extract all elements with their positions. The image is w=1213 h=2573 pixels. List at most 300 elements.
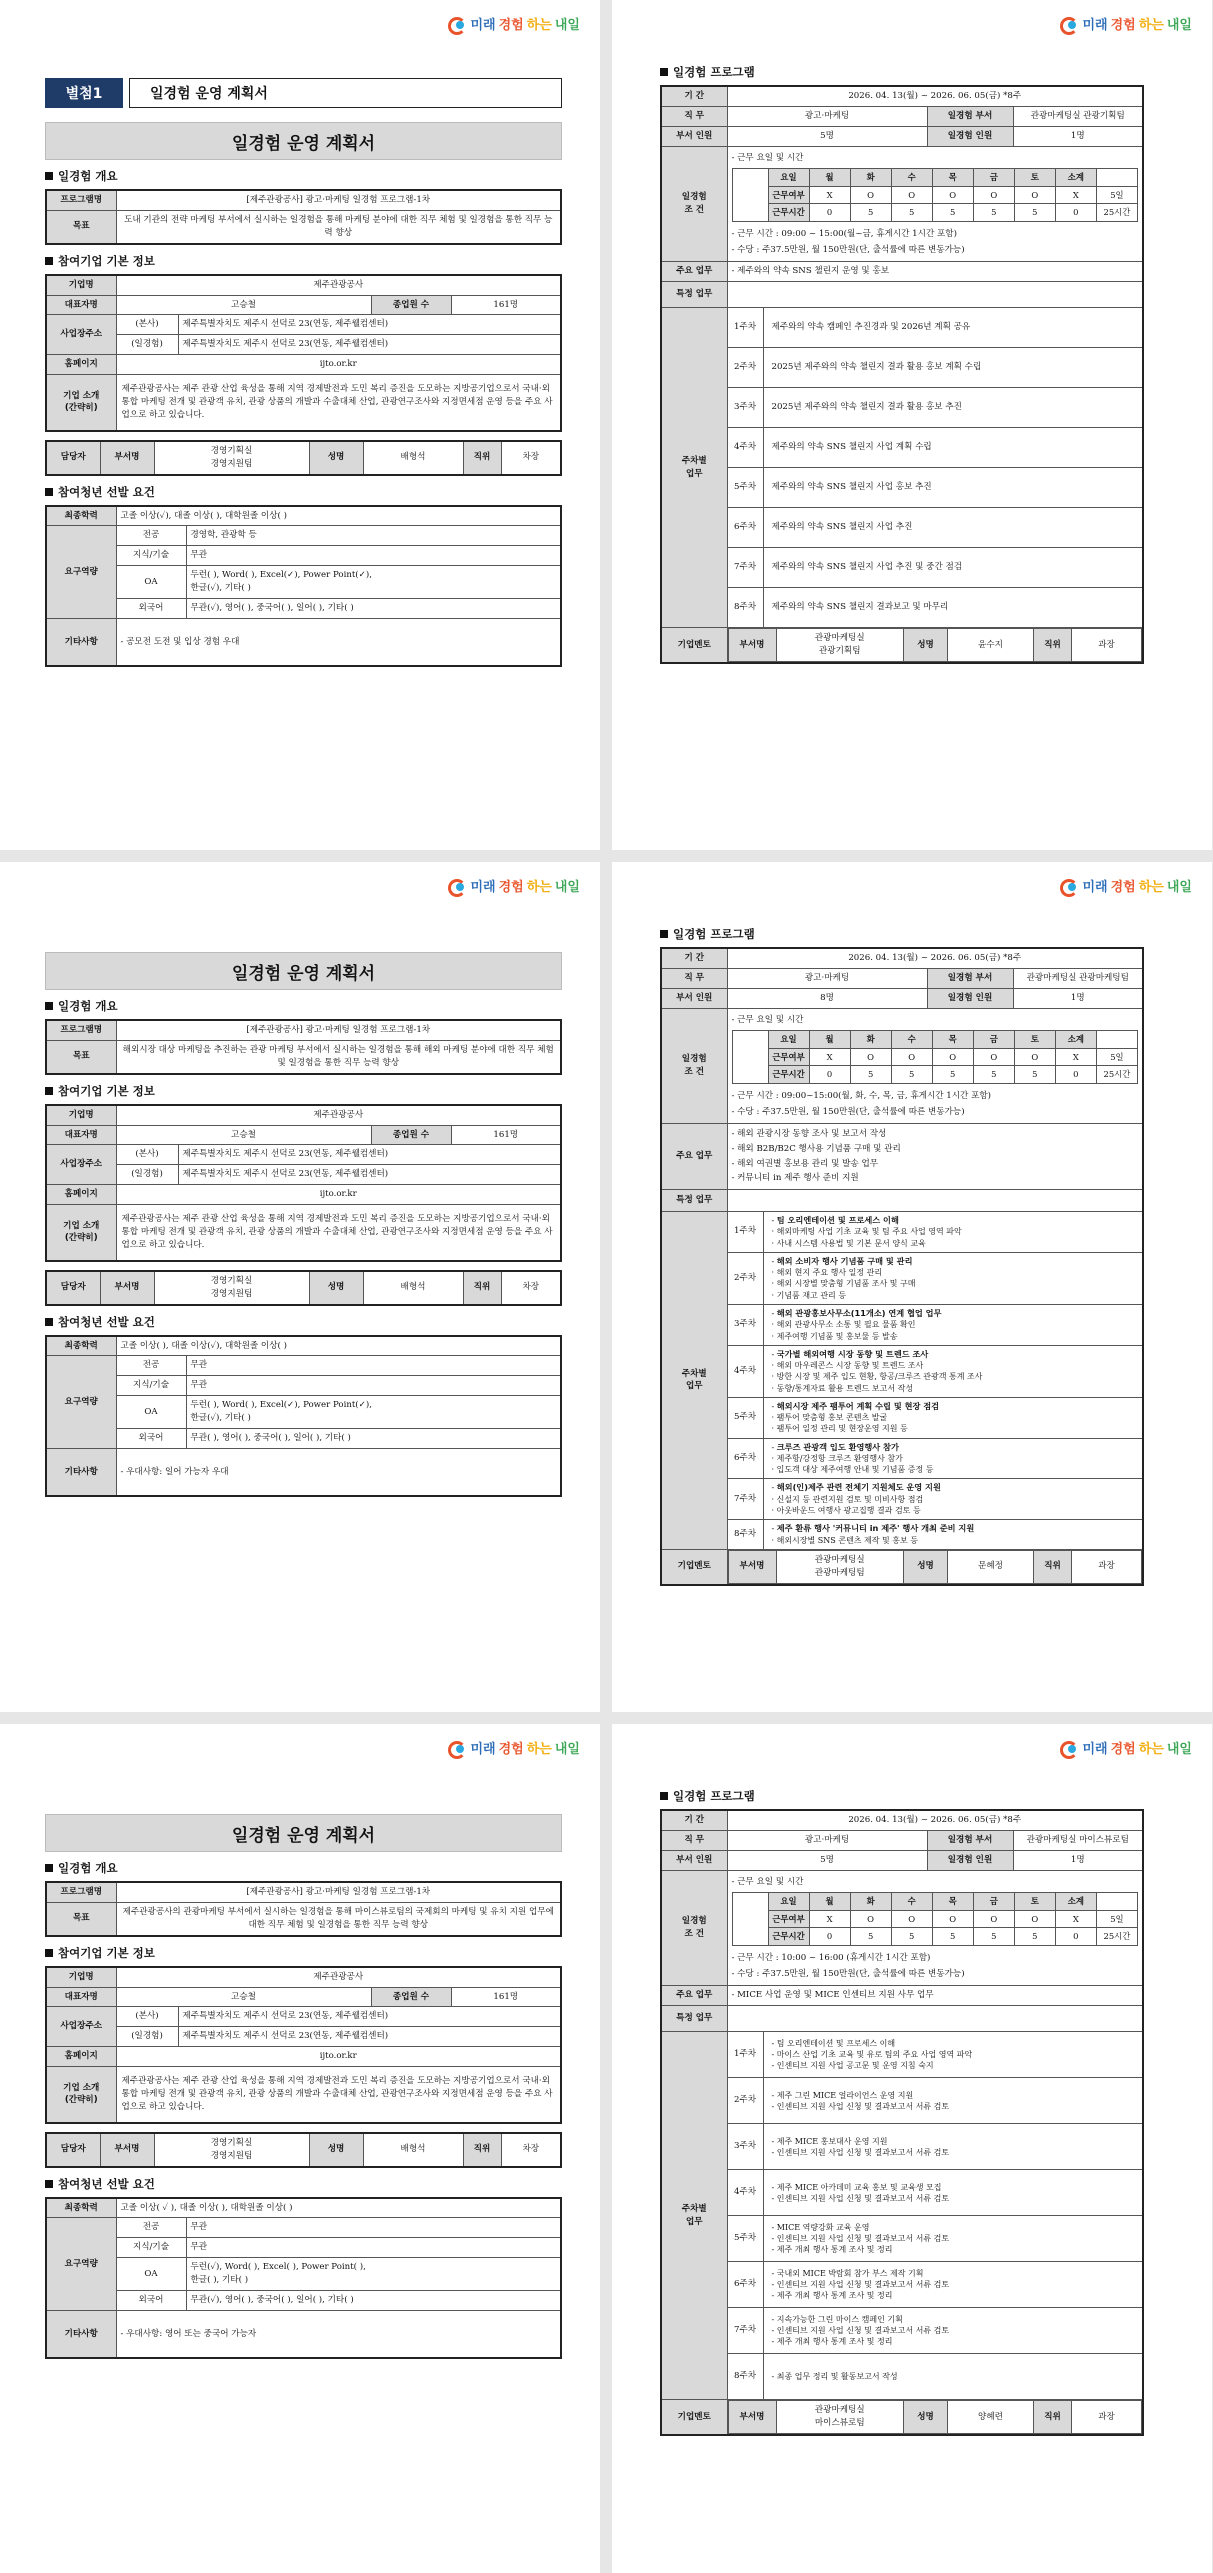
work-time: - 근무 시간 : 09:00~15:00(월, 화, 수, 목, 금, 휴게시간 1시간 포함) bbox=[731, 1090, 992, 1101]
schedule-cell: 5일 bbox=[1096, 1910, 1137, 1928]
weekly-row bbox=[661, 468, 1143, 508]
label-hq: (본사) bbox=[116, 2007, 178, 2027]
contact-table bbox=[45, 1270, 562, 1306]
schedule-cell: 0 bbox=[809, 204, 850, 222]
label-mentor-dept: 부서명 bbox=[728, 2401, 776, 2434]
week-task bbox=[763, 1252, 1143, 1304]
label-hq: (본사) bbox=[116, 315, 178, 335]
special-task-value bbox=[727, 282, 1143, 308]
logo-swirl-icon bbox=[446, 1739, 468, 1757]
weekly-row bbox=[661, 548, 1143, 588]
label-work-dept: 일경험 부서 bbox=[927, 1830, 1013, 1850]
week-task: 제주와의 약속 SNS 챌린지 사업 추진 bbox=[763, 508, 1143, 548]
week-label: 3주차 bbox=[727, 2124, 763, 2170]
schedule-day: 금 bbox=[973, 1893, 1014, 1911]
week-task-line: - 제주 그린 MICE 얼라이언스 운영 지원 bbox=[771, 2090, 914, 2100]
label-competency: 요구역량 bbox=[46, 2218, 116, 2310]
label-dept: 부서명 bbox=[100, 441, 154, 475]
week-task-line: · 팸투어 일정 관리 및 현장운영 지원 등 bbox=[771, 1424, 908, 1434]
schedule-cell: 5 bbox=[891, 1928, 932, 1946]
label-site: (일경험) bbox=[116, 335, 178, 355]
page-plan-1 bbox=[0, 0, 600, 850]
period-value: 2026. 04. 13(월) ~ 2026. 06. 05(금) *8주 bbox=[727, 1810, 1143, 1830]
week-label: 8주차 bbox=[727, 588, 763, 628]
logo-swirl-icon bbox=[1058, 1739, 1080, 1757]
label-goal: 목표 bbox=[46, 1902, 116, 1935]
schedule-cell: 5 bbox=[891, 204, 932, 222]
dept-people-value: 5명 bbox=[727, 126, 927, 146]
schedule-cell: 0 bbox=[1055, 1066, 1096, 1084]
label-work-dept: 일경험 부서 bbox=[927, 106, 1013, 126]
schedule-cell: 5 bbox=[973, 1928, 1014, 1946]
oa-value: 두런( ), Word( ), Excel(✓), Power Point(✓), 한글(✓), 기타( ) bbox=[186, 566, 561, 599]
section-program: 일경험 프로그램 bbox=[660, 926, 1144, 942]
week-task-item: 동향/통계자료 활용 트렌드 보고서 작성 bbox=[776, 1383, 914, 1393]
week-task-line: - 제주 개최 행사 통계 조사 및 정리 bbox=[771, 2245, 893, 2255]
page-program-2 bbox=[612, 862, 1212, 1712]
schedule-day: 금 bbox=[973, 1031, 1014, 1049]
label-site: (일경험) bbox=[116, 2027, 178, 2047]
overview-table bbox=[45, 189, 562, 245]
label-contact: 담당자 bbox=[46, 1271, 100, 1305]
week-task bbox=[763, 2262, 1143, 2308]
mentor-position: 과장 bbox=[1072, 629, 1142, 662]
logo: 미래 경험 하는 내일 bbox=[1058, 14, 1193, 33]
program-name: [제주관광공사] 광고·마케팅 일경험 프로그램-1차 bbox=[116, 1882, 561, 1902]
week-task-item: 해외 시장별 맞춤형 기념품 조사 및 구매 bbox=[776, 1279, 916, 1289]
week-task-item: 해외 관광사무소 소통 및 필요 물품 확인 bbox=[776, 1320, 916, 1330]
mentor-dept: 관광마케팅실 마이스뷰로팀 bbox=[776, 2401, 904, 2434]
program-name: [제주관광공사] 광고·마케팅 일경험 프로그램-1차 bbox=[116, 190, 561, 210]
label-main-task: 주요 업무 bbox=[661, 262, 727, 282]
week-task-line: - 국내외 MICE 박람회 참가 부스 제작 기획 bbox=[771, 2269, 924, 2279]
schedule-cell: O bbox=[1014, 186, 1055, 204]
week-task-line: - 제주 개최 행사 통계 조사 및 정리 bbox=[771, 2337, 893, 2347]
week-task-item: 기념품 재고 관리 등 bbox=[776, 1290, 847, 1300]
trainee-count-value: 1명 bbox=[1013, 988, 1143, 1008]
work-time: - 근무 시간 : 09:00 ~ 15:00(월~금, 휴게시간 1시간 포함) bbox=[731, 228, 957, 239]
week-task-item: 인센티브 지원 사업 신청 및 결과보고서 서류 검토 bbox=[776, 2193, 950, 2203]
mentor-cell bbox=[727, 2400, 1143, 2435]
week-task-line: · 아웃바운드 여행사 광고집행 결과 검토 등 bbox=[771, 1506, 921, 1516]
schedule-table bbox=[732, 1030, 1139, 1084]
schedule-cell: 5 bbox=[891, 1066, 932, 1084]
label-etc: 기타사항 bbox=[46, 1448, 116, 1496]
program-table bbox=[660, 947, 1144, 1586]
week-task-line: - 해외시장 제주 팸투어 계획 수립 및 현장 점검 bbox=[771, 1400, 940, 1411]
week-task-line: · 팸투어 맞춤형 홍보 콘텐츠 발굴 bbox=[771, 1413, 888, 1423]
schedule-day: 수 bbox=[891, 1031, 932, 1049]
week-task: 2025년 제주와의 약속 챌린지 결과 활용 홍보 추진 bbox=[763, 388, 1143, 428]
week-task-item: 팸투어 맞춤형 홍보 콘텐츠 발굴 bbox=[776, 1413, 888, 1423]
label-address: 사업장주소 bbox=[46, 1145, 116, 1185]
week-task-line: - 제주 MICE 홍보대사 운영 지원 bbox=[771, 2136, 888, 2146]
label-oa: OA bbox=[116, 2258, 186, 2291]
weekly-tasks bbox=[661, 308, 1143, 628]
week-task-title: 해외(인)제주 관련 전체기 지원체도 운영 지원 bbox=[776, 1482, 941, 1493]
major-value: 경영학, 관광학 등 bbox=[186, 526, 561, 546]
label-skill: 지식/기술 bbox=[116, 546, 186, 566]
main-task-value: - MICE 사업 운영 및 MICE 인센티브 지원 사무 업무 bbox=[727, 1986, 1143, 2006]
schedule-hours-row bbox=[732, 1066, 1138, 1084]
week-task-item: 제주항/강정항 크루즈 환영행사 참가 bbox=[776, 1454, 903, 1464]
company-intro: 제주관광공사는 제주 관광 산업 육성을 통해 지역 경제발전과 도민 복리 증진을 도모하는 지방공기업으로서 국내·외 통합 마케팅 전개 및 관광객 유치, 관광 상품의 개발과 수출대체 산업, 관광연구조사와 지정면세점 운영 등을 주요 사업으로 하고 있습니다. bbox=[116, 2067, 561, 2123]
label-contact: 담당자 bbox=[46, 2133, 100, 2167]
week-label: 1주차 bbox=[727, 2032, 763, 2078]
contact-dept: 경영기획실 경영지원팀 bbox=[154, 1271, 309, 1305]
schedule-cell: X bbox=[1055, 1910, 1096, 1928]
label-mentor-dept: 부서명 bbox=[728, 629, 776, 662]
mentor-name: 양혜련 bbox=[948, 2401, 1034, 2434]
hq-address: 제주특별자치도 제주시 선덕로 23(연동, 제주웰컴센터) bbox=[178, 2007, 561, 2027]
label-language: 외국어 bbox=[116, 1429, 186, 1449]
weekly-row bbox=[661, 1345, 1143, 1397]
week-task-line: · 방한 시장 및 제주 입도 현황, 항공/크루즈 관광객 통계 조사 bbox=[771, 1372, 983, 1382]
week-label: 5주차 bbox=[727, 468, 763, 508]
contact-name: 배형석 bbox=[363, 2133, 463, 2167]
page-plan-3 bbox=[0, 1724, 600, 2573]
mentor-table bbox=[728, 628, 1143, 662]
schedule-work-row bbox=[732, 186, 1138, 204]
schedule-day: 소계 bbox=[1055, 1031, 1096, 1049]
section-overview: 일경험 개요 bbox=[45, 168, 562, 184]
label-mentor: 기업멘토 bbox=[661, 628, 727, 663]
conditions-cell bbox=[727, 1008, 1143, 1124]
work-dept-value: 관광마케팅실 마이스뷰로팀 bbox=[1013, 1830, 1143, 1850]
label-mentor-name: 성명 bbox=[904, 2401, 948, 2434]
site-address: 제주특별자치도 제주시 선덕로 23(연동, 제주웰컴센터) bbox=[178, 2027, 561, 2047]
company-intro: 제주관광공사는 제주 관광 산업 육성을 통해 지역 경제발전과 도민 복리 증진을 도모하는 지방공기업으로서 국내·외 통합 마케팅 전개 및 관광객 유치, 관광 상품의 개발과 수출대체 산업, 관광연구조사와 지정면세점 운영 등을 주요 사업으로 하고 있습니다. bbox=[116, 375, 561, 431]
label-period: 기 간 bbox=[661, 86, 727, 106]
week-label: 4주차 bbox=[727, 1345, 763, 1397]
etc-value: - 우대사항: 일어 가능자 우대 bbox=[116, 1448, 561, 1496]
label-position: 직위 bbox=[463, 2133, 501, 2167]
week-task bbox=[763, 2078, 1143, 2124]
week-task-line: - 인센티브 지원 사업 신청 및 결과보고서 서류 검토 bbox=[771, 2234, 950, 2244]
work-dept-value: 관광마케팅실 관광기획팀 bbox=[1013, 106, 1143, 126]
label-site: (일경험) bbox=[116, 1165, 178, 1185]
label-major: 전공 bbox=[116, 1356, 186, 1376]
week-task-line: - 팀 오리엔테이션 및 프로세스 이해 bbox=[771, 1214, 899, 1225]
week-label: 4주차 bbox=[727, 428, 763, 468]
week-task-item: 제주 MICE 홍보대사 운영 지원 bbox=[776, 2136, 888, 2146]
schedule-table bbox=[732, 168, 1139, 222]
week-task-item: 방한 시장 및 제주 입도 현황, 항공/크루즈 관광객 통계 조사 bbox=[776, 1372, 983, 1382]
label-competency: 요구역량 bbox=[46, 1356, 116, 1448]
schedule-cell: 5 bbox=[932, 1066, 973, 1084]
schedule-day: 토 bbox=[1014, 1893, 1055, 1911]
label-program: 프로그램명 bbox=[46, 1020, 116, 1040]
hq-address: 제주특별자치도 제주시 선덕로 23(연동, 제주웰컴센터) bbox=[178, 315, 561, 335]
week-task: 2025년 제주와의 약속 챌린지 결과 활용 홍보 계획 수립 bbox=[763, 348, 1143, 388]
week-task-line: - 인센티브 지원 사업 신청 및 결과보고서 서류 검토 bbox=[771, 2147, 950, 2157]
week-task-title: 팀 오리엔테이션 및 프로세스 이해 bbox=[776, 1214, 899, 1225]
homepage-link[interactable]: ijto.or.kr bbox=[116, 2047, 561, 2067]
employee-count: 161명 bbox=[451, 1987, 561, 2007]
label-program: 프로그램명 bbox=[46, 190, 116, 210]
week-task-title: 제주 환류 행사 '커뮤니티 in 제주' 행사 개최 준비 지원 bbox=[776, 1523, 975, 1534]
mentor-dept: 관광마케팅실 관광마케팅팀 bbox=[776, 1550, 904, 1583]
conditions-heading: - 근무 요일 및 시간 bbox=[731, 1014, 804, 1025]
label-position: 직위 bbox=[463, 441, 501, 475]
education-value: 고졸 이상( ), 대졸 이상(✓), 대학원졸 이상( ) bbox=[116, 1336, 561, 1356]
homepage-link[interactable]: ijto.or.kr bbox=[116, 355, 561, 375]
label-special-task: 특정 업무 bbox=[661, 2006, 727, 2032]
week-task-item: 제주 그린 MICE 얼라이언스 운영 지원 bbox=[776, 2090, 914, 2100]
dept-people-value: 8명 bbox=[727, 988, 927, 1008]
weekly-row bbox=[661, 2308, 1143, 2354]
label-employees: 종업원 수 bbox=[371, 1987, 451, 2007]
main-task-value: - 해외 관광시장 동향 조사 및 보고서 작성 - 해외 B2B/B2C 행사용 기념품 구매 및 관리 - 해외 여권별 홍보용 관리 및 발송 업무 - 커뮤니티 in 제주 행사 준비 지원 bbox=[727, 1124, 1143, 1189]
contact-table bbox=[45, 2132, 562, 2168]
week-task-line: · 해외 관광사무소 소통 및 필요 물품 확인 bbox=[771, 1320, 916, 1330]
program-table bbox=[660, 1809, 1144, 2436]
language-value: 무관(✓), 영어( ), 중국어( ), 일어( ), 기타( ) bbox=[186, 599, 561, 619]
week-task-line: - 국가별 해외여행 시장 동향 및 트렌드 조사 bbox=[771, 1348, 929, 1359]
schedule-day: 소계 bbox=[1055, 169, 1096, 187]
weekly-row bbox=[661, 1211, 1143, 1252]
label-oa: OA bbox=[116, 566, 186, 599]
label-company: 기업명 bbox=[46, 1105, 116, 1125]
skill-value: 무관 bbox=[186, 546, 561, 566]
label-trainee-count: 일경험 인원 bbox=[927, 988, 1013, 1008]
weekly-row bbox=[661, 2354, 1143, 2400]
mentor-position: 과장 bbox=[1072, 2401, 1142, 2434]
week-task-title: 크루즈 관광객 입도 환영행사 참가 bbox=[776, 1441, 899, 1452]
week-task bbox=[763, 2124, 1143, 2170]
pay-info: - 수당 : 주37.5만원, 월 150만원(단, 출석률에 따른 변동가능) bbox=[731, 1969, 965, 1980]
program-name: [제주관광공사] 광고·마케팅 일경험 프로그램-1차 bbox=[116, 1020, 561, 1040]
schedule-spacer bbox=[732, 204, 768, 222]
week-label: 2주차 bbox=[727, 2078, 763, 2124]
schedule-day: 요일 bbox=[768, 1893, 809, 1911]
weekly-row bbox=[661, 348, 1143, 388]
week-task-line: · 해외 마우레콘스 시장 동향 및 트렌드 조사 bbox=[771, 1361, 924, 1371]
schedule-day: 목 bbox=[932, 1893, 973, 1911]
special-task-value bbox=[727, 1189, 1143, 1211]
schedule-cell: 5 bbox=[973, 204, 1014, 222]
weekly-row bbox=[661, 1304, 1143, 1345]
section-requirements: 참여청년 선발 요건 bbox=[45, 2176, 562, 2192]
attachment-tag: 별첨1 bbox=[45, 78, 123, 108]
week-task-line: - 제주 MICE 아카데미 교육 홍보 및 교육생 모집 bbox=[771, 2182, 942, 2192]
schedule-cell: O bbox=[932, 1910, 973, 1928]
schedule-day: 화 bbox=[850, 1893, 891, 1911]
week-task-title: 국가별 해외여행 시장 동향 및 트렌드 조사 bbox=[776, 1348, 929, 1359]
conditions-cell bbox=[727, 1870, 1143, 1986]
week-task-line: - 해외 소비자 행사 기념품 구매 및 관리 bbox=[771, 1255, 913, 1266]
pay-info: - 수당 : 주37.5만원, 월 150만원(단, 출석률에 따른 변동가능) bbox=[731, 1107, 965, 1118]
label-dept: 부서명 bbox=[100, 1271, 154, 1305]
label-trainee-count: 일경험 인원 bbox=[927, 126, 1013, 146]
label-special-task: 특정 업무 bbox=[661, 282, 727, 308]
schedule-day: 목 bbox=[932, 169, 973, 187]
page-program-3 bbox=[612, 1724, 1212, 2573]
pay-info: - 수당 : 주37.5만원, 월 150만원(단, 출석률에 따른 변동가능) bbox=[731, 245, 965, 256]
schedule-spacer bbox=[732, 1928, 768, 1946]
attachment-title: 일경험 운영 계획서 bbox=[129, 78, 562, 108]
label-weekly: 주차별 업무 bbox=[661, 2032, 727, 2400]
label-period: 기 간 bbox=[661, 1810, 727, 1830]
homepage-link[interactable]: ijto.or.kr bbox=[116, 1185, 561, 1205]
schedule-cell: 25시간 bbox=[1096, 1928, 1137, 1946]
label-dept: 부서명 bbox=[100, 2133, 154, 2167]
label-competency: 요구역량 bbox=[46, 526, 116, 618]
label-skill: 지식/기술 bbox=[116, 2238, 186, 2258]
week-label: 1주차 bbox=[727, 1211, 763, 1252]
week-task-item: 마이스 산업 기초 교육 및 유로 팀의 주요 사업 영역 파악 bbox=[776, 2050, 973, 2060]
week-label: 8주차 bbox=[727, 1520, 763, 1550]
schedule-work-row bbox=[732, 1910, 1138, 1928]
contact-table bbox=[45, 440, 562, 476]
week-task-line: · 해외 현지 주요 행사 일정 관리 bbox=[771, 1268, 883, 1278]
schedule-cell: X bbox=[1055, 186, 1096, 204]
weekly-row bbox=[661, 1520, 1143, 1550]
schedule-cell: 0 bbox=[1055, 1928, 1096, 1946]
week-task-line: - 해외 관광홍보사무소(11개소) 연계 협업 업무 bbox=[771, 1307, 942, 1318]
week-label: 2주차 bbox=[727, 348, 763, 388]
label-intro: 기업 소개 (간략히) bbox=[46, 2067, 116, 2123]
week-task-item: 지속가능한 그린 마이스 캠페인 기획 bbox=[776, 2315, 903, 2325]
schedule-cell: 5 bbox=[1014, 1928, 1055, 1946]
weekly-tasks bbox=[661, 1211, 1143, 1549]
label-trainee-count: 일경험 인원 bbox=[927, 1850, 1013, 1870]
schedule-spacer bbox=[732, 1066, 768, 1084]
schedule-cell: 5 bbox=[1014, 1066, 1055, 1084]
schedule-cell: O bbox=[891, 186, 932, 204]
schedule-cell: 25시간 bbox=[1096, 1066, 1137, 1084]
week-task: 제주와의 약속 캠페인 추진경과 및 2026년 계획 공유 bbox=[763, 308, 1143, 348]
week-task-item: 해외시장별 SNS 콘텐츠 제작 및 홍보 등 bbox=[776, 1535, 919, 1545]
schedule-cell: 5 bbox=[850, 1928, 891, 1946]
label-company: 기업명 bbox=[46, 275, 116, 295]
company-table bbox=[45, 1104, 562, 1262]
schedule-cell: 0 bbox=[809, 1928, 850, 1946]
goal-text: 도내 기관의 전략 마케팅 부서에서 실시하는 일경험을 통해 마케팅 분야에 대한 직무 체험 및 일경험을 통한 직무 능력 향상 bbox=[116, 210, 561, 243]
schedule-cell: X bbox=[809, 1048, 850, 1066]
week-task-line: · 제주항/강정항 크루즈 환영행사 참가 bbox=[771, 1454, 903, 1464]
mentor-cell bbox=[727, 1549, 1143, 1584]
schedule-cell: 0 bbox=[1055, 204, 1096, 222]
logo-swirl-icon bbox=[446, 15, 468, 33]
schedule-days-row bbox=[732, 1893, 1138, 1911]
weekly-row bbox=[661, 2124, 1143, 2170]
schedule-cell: 0 bbox=[809, 1066, 850, 1084]
week-task-line: · 기념품 재고 관리 등 bbox=[771, 1290, 847, 1300]
schedule-spacer bbox=[732, 186, 768, 204]
week-task-item: 인센티브 지원 사업 신청 및 결과보고서 서류 검토 bbox=[776, 2234, 950, 2244]
schedule-day: 토 bbox=[1014, 169, 1055, 187]
label-ceo: 대표자명 bbox=[46, 1125, 116, 1145]
schedule-cell: 근무여부 bbox=[768, 186, 809, 204]
weekly-tasks bbox=[661, 2032, 1143, 2400]
weekly-row bbox=[661, 2216, 1143, 2262]
contact-position: 차장 bbox=[501, 2133, 561, 2167]
label-weekly: 주차별 업무 bbox=[661, 308, 727, 628]
label-employees: 종업원 수 bbox=[371, 295, 451, 315]
schedule-hours-row bbox=[732, 1928, 1138, 1946]
week-task-line: - 인센티브 지원 사업 공고문 및 운영 지침 숙지 bbox=[771, 2061, 934, 2071]
label-job: 직 무 bbox=[661, 968, 727, 988]
logo: 미래 경험 하는 내일 bbox=[446, 876, 581, 895]
week-task-line: - 마이스 산업 기초 교육 및 유로 팀의 주요 사업 영역 파악 bbox=[771, 2050, 973, 2060]
program-table bbox=[660, 85, 1144, 664]
label-major: 전공 bbox=[116, 526, 186, 546]
contact-name: 배형석 bbox=[363, 441, 463, 475]
week-task-item: 제주 개최 행사 통계 조사 및 정리 bbox=[776, 2291, 893, 2301]
schedule-day: 월 bbox=[809, 169, 850, 187]
dept-people-value: 5명 bbox=[727, 1850, 927, 1870]
week-task-item: 팀 오리엔테이션 및 프로세스 이해 bbox=[776, 2039, 896, 2049]
week-label: 4주차 bbox=[727, 2170, 763, 2216]
skill-value: 무관 bbox=[186, 1376, 561, 1396]
label-conditions: 일경험 조 건 bbox=[661, 1008, 727, 1124]
overview-table bbox=[45, 1881, 562, 1937]
schedule-cell: O bbox=[850, 186, 891, 204]
schedule-day: 월 bbox=[809, 1031, 850, 1049]
week-task-item: 해외 마우레콘스 시장 동향 및 트렌드 조사 bbox=[776, 1361, 924, 1371]
work-time: - 근무 시간 : 10:00 ~ 16:00 (휴게시간 1시간 포함) bbox=[731, 1952, 931, 1963]
oa-value: 두런(✓), Word( ), Excel( ), Power Point( ), 한글( ), 기타( ) bbox=[186, 2258, 561, 2291]
week-task bbox=[763, 1438, 1143, 1479]
week-task-item: 인센티브 지원 사업 신청 및 결과보고서 서류 검토 bbox=[776, 2326, 950, 2336]
schedule-day: 수 bbox=[891, 1893, 932, 1911]
attachment-header bbox=[45, 78, 562, 108]
week-task-item: 입도객 대상 제주여행 안내 및 기념품 증정 등 bbox=[776, 1465, 934, 1475]
label-work-dept: 일경험 부서 bbox=[927, 968, 1013, 988]
week-task-item: MICE 역량강화 교육 운영 bbox=[776, 2223, 870, 2233]
weekly-row bbox=[661, 308, 1143, 348]
label-oa: OA bbox=[116, 1396, 186, 1429]
company-table bbox=[45, 1966, 562, 2124]
mentor-position: 과장 bbox=[1072, 1550, 1142, 1583]
week-task-item: 제주여행 기념품 및 홍보물 등 발송 bbox=[776, 1331, 898, 1341]
weekly-row bbox=[661, 388, 1143, 428]
oa-value: 두런( ), Word( ), Excel(✓), Power Point(✓), 한글(✓), 기타( ) bbox=[186, 1396, 561, 1429]
mentor-name: 문혜정 bbox=[948, 1550, 1034, 1583]
week-label: 6주차 bbox=[727, 508, 763, 548]
label-goal: 목표 bbox=[46, 210, 116, 243]
label-main-task: 주요 업무 bbox=[661, 1124, 727, 1189]
company-intro: 제주관광공사는 제주 관광 산업 육성을 통해 지역 경제발전과 도민 복리 증진을 도모하는 지방공기업으로서 국내·외 통합 마케팅 전개 및 관광객 유치, 관광 상품의 개발과 수출대체 산업, 관광연구조사와 지정면세점 운영 등을 주요 사업으로 하고 있습니다. bbox=[116, 1205, 561, 1261]
schedule-day: 요일 bbox=[768, 169, 809, 187]
weekly-row bbox=[661, 1397, 1143, 1438]
schedule-day: 화 bbox=[850, 169, 891, 187]
week-label: 3주차 bbox=[727, 1304, 763, 1345]
ceo-name: 고승철 bbox=[116, 1987, 371, 2007]
job-value: 광고·마케팅 bbox=[727, 968, 927, 988]
label-education: 최종학력 bbox=[46, 1336, 116, 1356]
schedule-day: 목 bbox=[932, 1031, 973, 1049]
schedule-spacer bbox=[732, 1893, 768, 1911]
page-title: 일경험 운영 계획서 bbox=[45, 952, 562, 990]
job-value: 광고·마케팅 bbox=[727, 1830, 927, 1850]
schedule-cell: O bbox=[932, 186, 973, 204]
label-dept-people: 부서 인원 bbox=[661, 1850, 727, 1870]
section-company: 참여기업 기본 정보 bbox=[45, 1083, 562, 1099]
week-task-line: - 팀 오리엔테이션 및 프로세스 이해 bbox=[771, 2039, 896, 2049]
schedule-cell: X bbox=[809, 186, 850, 204]
company-name: 제주관광공사 bbox=[116, 1105, 561, 1125]
label-program: 프로그램명 bbox=[46, 1882, 116, 1902]
language-value: 무관( ), 영어( ), 중국어( ), 일어( ), 기타( ) bbox=[186, 1429, 561, 1449]
week-task-line: · 제주여행 기념품 및 홍보물 등 발송 bbox=[771, 1331, 898, 1341]
schedule-days-row bbox=[732, 1031, 1138, 1049]
weekly-row bbox=[661, 2032, 1143, 2078]
week-label: 5주차 bbox=[727, 2216, 763, 2262]
week-task-line: - 제주 환류 행사 '커뮤니티 in 제주' 행사 개최 준비 지원 bbox=[771, 1523, 975, 1534]
contact-name: 배형석 bbox=[363, 1271, 463, 1305]
